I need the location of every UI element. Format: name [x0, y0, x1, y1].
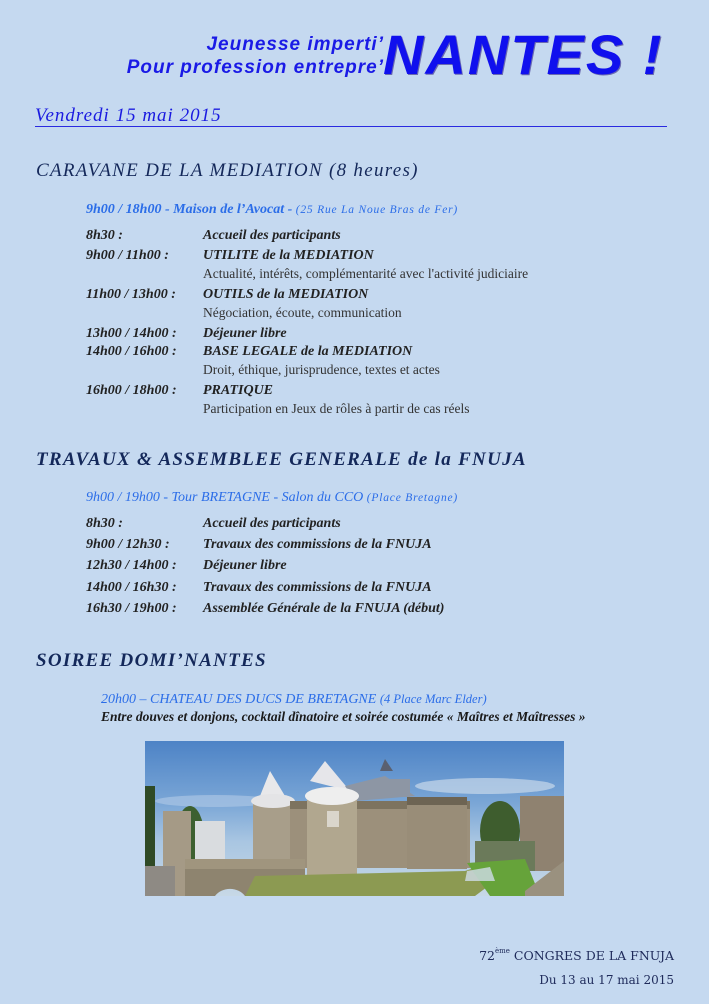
soiree-description: Entre douves et donjons, cocktail dînatoire et soirée costumée « Maîtres et Maîtresses » — [101, 709, 586, 724]
row-title: Déjeuner libre — [203, 326, 287, 341]
row-time: 9h00 / 11h00 : — [86, 248, 169, 263]
row-title: PRATIQUE — [203, 383, 274, 398]
tagline-line-2: Pour profession entrepre’ — [126, 57, 384, 78]
row-description: Négociation, écoute, communication — [203, 305, 402, 320]
venue-address: (25 Rue La Noue Bras de Fer) — [295, 204, 459, 216]
row-time: 12h30 / 14h00 : — [86, 558, 177, 573]
row-title: Travaux des commissions de la FNUJA — [203, 537, 432, 552]
venue-time: 9h00 / 19h00 - Tour BRETAGNE - Salon du CCO — [86, 490, 367, 505]
date-heading — [35, 106, 667, 127]
venue-soiree — [101, 690, 487, 709]
row-time: 16h30 / 19h00 : — [86, 601, 177, 616]
section-title-soiree: SOIREE DOMI’NANTES — [36, 650, 267, 671]
row-time: 11h00 / 13h00 : — [86, 287, 176, 302]
venue-caravane — [86, 201, 458, 219]
header-tagline — [127, 33, 384, 79]
venue-address: (4 Place Marc Elder) — [379, 692, 487, 706]
row-description: Actualité, intérêts, complémentarité avec l'activité judiciaire — [203, 266, 529, 281]
row-title: Accueil des participants — [203, 516, 341, 531]
row-title: Travaux des commissions de la FNUJA — [203, 580, 432, 595]
row-time: 8h30 : — [86, 228, 123, 243]
row-description: Participation en Jeux de rôles à partir de cas réels — [203, 401, 470, 416]
tagline-line-1: Jeunesse imperti’ — [206, 34, 384, 55]
section-title-caravane: CARAVANE DE LA MEDIATION (8 heures) — [36, 160, 419, 181]
venue-travaux — [86, 489, 458, 507]
date-text: Vendredi 15 mai 2015 — [35, 105, 222, 126]
congress-dates: Du 13 au 17 mai 2015 — [539, 973, 674, 987]
row-title: Déjeuner libre — [203, 558, 287, 573]
venue-time: 20h00 – CHATEAU DES DUCS DE BRETAGNE — [101, 692, 380, 707]
header-city-title: NANTES ! — [383, 23, 664, 86]
row-time: 8h30 : — [86, 516, 123, 531]
row-time: 13h00 / 14h00 : — [86, 326, 177, 341]
venue-time: 9h00 / 18h00 - Maison de l’Avocat - — [86, 202, 296, 217]
castle-photo — [145, 741, 564, 896]
row-title: BASE LEGALE de la MEDIATION — [203, 344, 413, 359]
row-time: 14h00 / 16h00 : — [86, 344, 177, 359]
row-title: Accueil des participants — [203, 228, 341, 243]
row-title: UTILITE de la MEDIATION — [203, 248, 374, 263]
venue-address: (Place Bretagne) — [366, 492, 459, 504]
row-title: OUTILS de la MEDIATION — [203, 287, 369, 302]
row-description: Droit, éthique, jurisprudence, textes et actes — [203, 362, 440, 377]
congress-title: 72ème CONGRES DE LA FNUJA — [479, 947, 674, 963]
row-title: Assemblée Générale de la FNUJA (début) — [203, 601, 445, 616]
row-time: 9h00 / 12h30 : — [86, 537, 170, 552]
row-time: 14h00 / 16h30 : — [86, 580, 177, 595]
row-time: 16h00 / 18h00 : — [86, 383, 177, 398]
section-title-travaux: TRAVAUX & ASSEMBLEE GENERALE de la FNUJA — [36, 449, 527, 470]
castle-illustration-icon — [145, 741, 564, 896]
